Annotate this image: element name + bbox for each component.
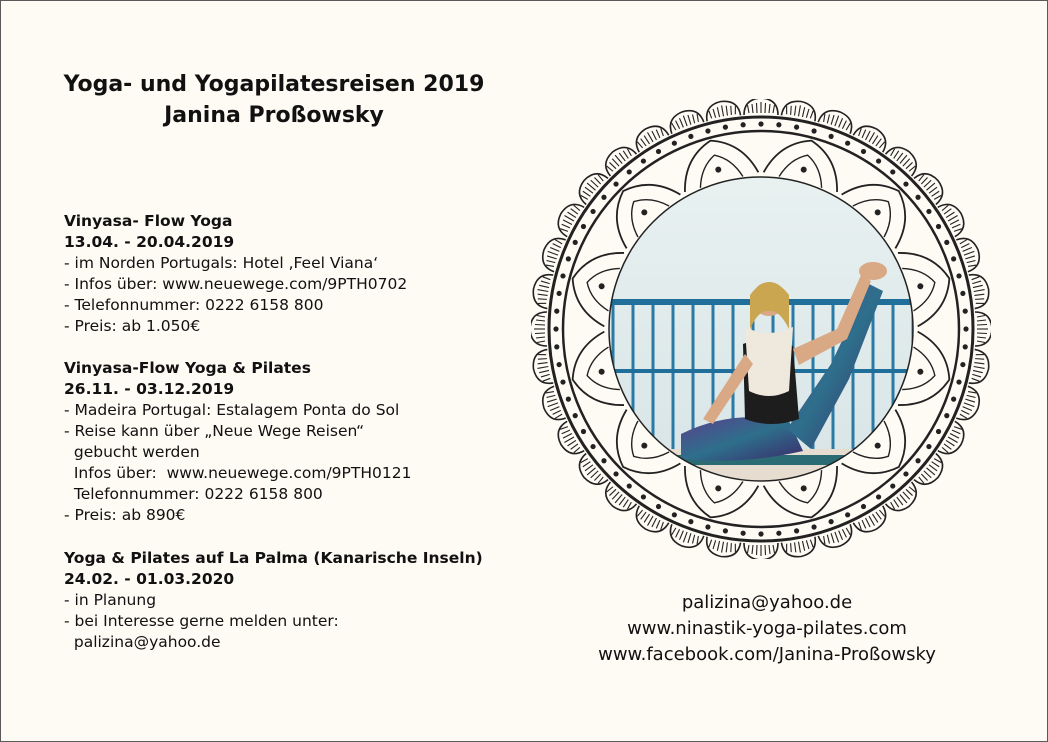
trip-detail: - Preis: ab 890€ bbox=[64, 506, 186, 524]
yoga-photo bbox=[601, 169, 921, 489]
trip-detail: - bei Interesse gerne melden unter: bbox=[64, 612, 339, 630]
trip-detail: - Madeira Portugal: Estalagem Ponta do Sol bbox=[64, 401, 400, 419]
trip-detail: - Telefonnummer: 0222 6158 800 bbox=[64, 296, 324, 314]
trip-1 bbox=[64, 211, 504, 337]
trip-detail: - Reise kann über „Neue Wege Reisen“ bbox=[64, 422, 365, 440]
contact-website[interactable]: www.ninastik-yoga-pilates.com bbox=[627, 618, 907, 639]
trip-detail: palizina@yahoo.de bbox=[64, 633, 221, 651]
trip-detail: Infos über: www.neuewege.com/9PTH0121 bbox=[64, 464, 412, 482]
trip-detail: - in Planung bbox=[64, 591, 157, 609]
flyer-title bbox=[41, 69, 507, 131]
trip-name: Vinyasa-Flow Yoga & Pilates bbox=[64, 359, 311, 377]
trip-dates: 24.02. - 01.03.2020 bbox=[64, 570, 235, 588]
trip-dates: 13.04. - 20.04.2019 bbox=[64, 233, 235, 251]
title-line-2: Janina Proßowsky bbox=[164, 103, 384, 128]
contact-email[interactable]: palizina@yahoo.de bbox=[681, 592, 853, 613]
trip-name: Yoga & Pilates auf La Palma (Kanarische Inseln) bbox=[64, 549, 483, 567]
trip-detail: gebucht werden bbox=[64, 443, 200, 461]
trip-detail: - Infos über: www.neuewege.com/9PTH0702 bbox=[64, 275, 408, 293]
trip-detail: - Preis: ab 1.050€ bbox=[64, 317, 201, 335]
trip-detail: - im Norden Portugals: Hotel ‚Feel Viana‘ bbox=[64, 254, 379, 272]
contact-facebook[interactable]: www.facebook.com/Janina-Proßowsky bbox=[598, 644, 936, 665]
trip-2 bbox=[64, 358, 504, 526]
trip-name: Vinyasa- Flow Yoga bbox=[64, 212, 233, 230]
trip-detail: Telefonnummer: 0222 6158 800 bbox=[64, 485, 323, 503]
mandala-photo-frame bbox=[531, 99, 991, 559]
trip-dates: 26.11. - 03.12.2019 bbox=[64, 380, 235, 398]
contact-block bbox=[567, 590, 967, 668]
title-line-1: Yoga- und Yogapilatesreisen 2019 bbox=[63, 72, 485, 97]
trip-3 bbox=[64, 548, 504, 653]
